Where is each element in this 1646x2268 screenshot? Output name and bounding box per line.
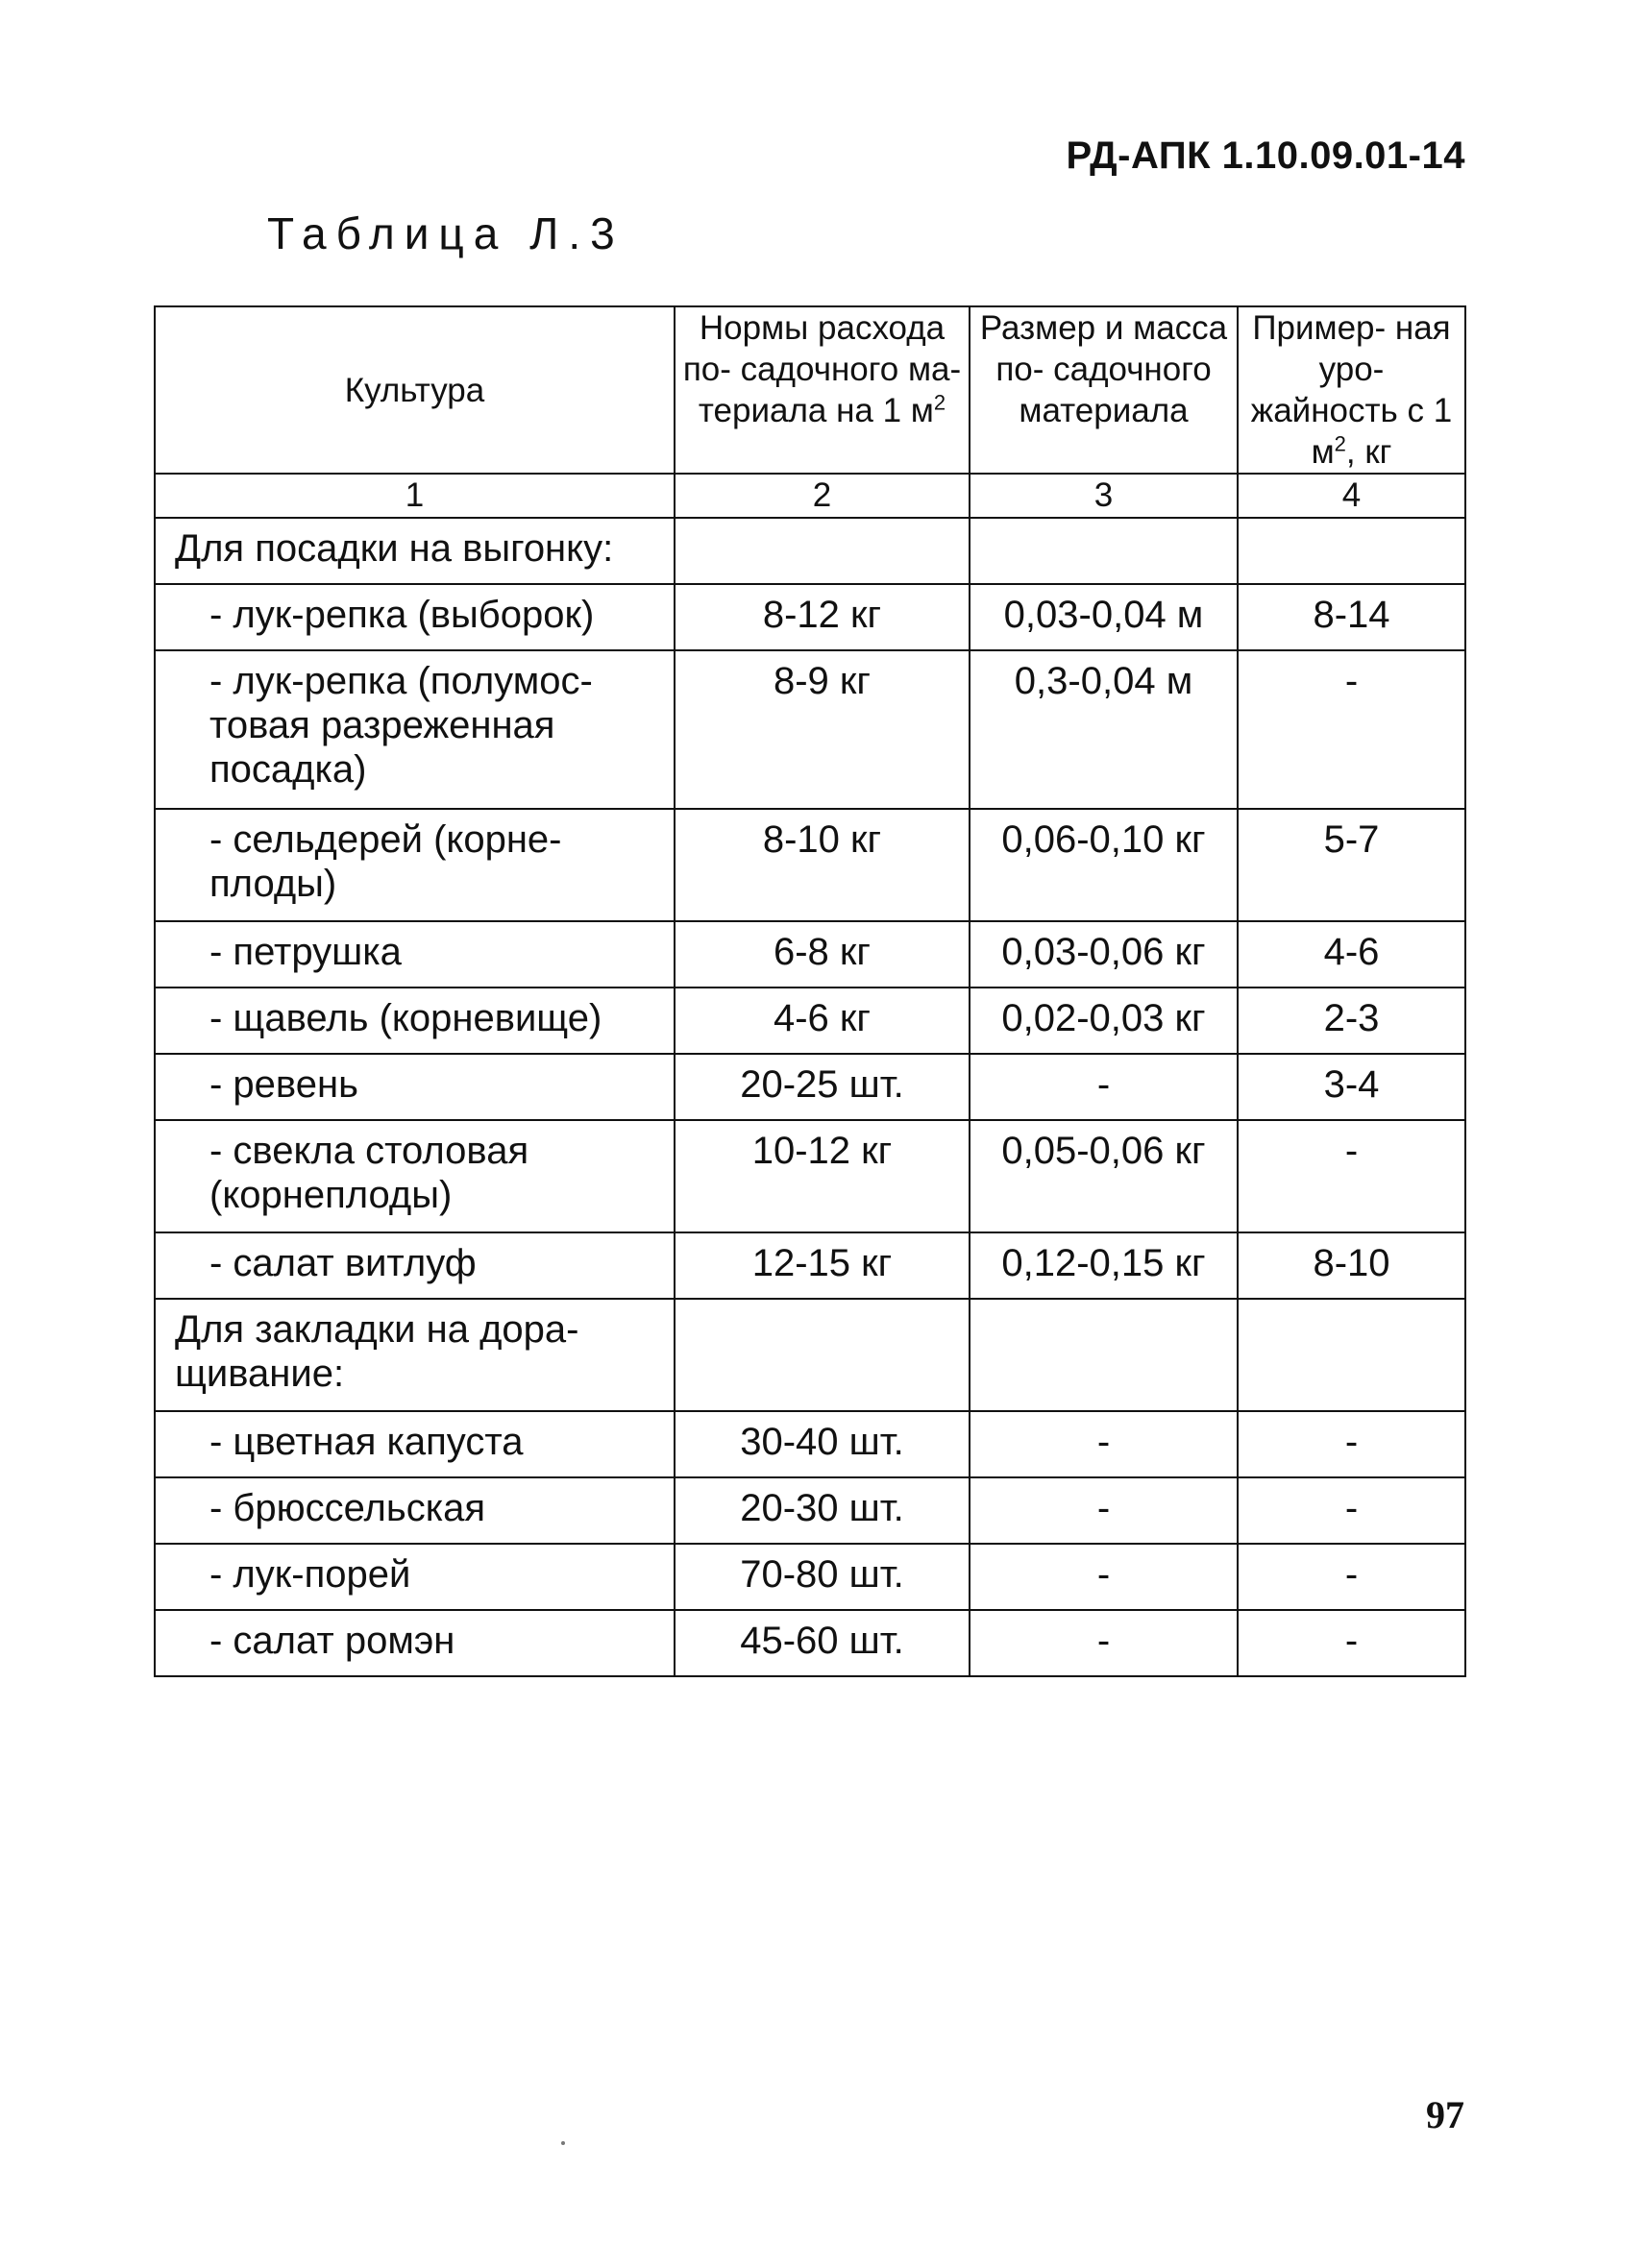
culture-cell: - салат ромэн	[155, 1610, 675, 1676]
size-mass-cell	[970, 518, 1238, 584]
yield-cell: -	[1238, 1477, 1465, 1544]
culture-cell: Для посадки на выгонку:	[155, 518, 675, 584]
planting-norm-cell	[675, 1299, 970, 1411]
column-header-yield: Пример- ная уро- жайность с 1 $м^2$, кг	[1238, 306, 1465, 474]
yield-cell: -	[1238, 1610, 1465, 1676]
size-mass-cell	[970, 1299, 1238, 1411]
yield-cell: -	[1238, 1544, 1465, 1610]
culture-cell: - щавель (корневище)	[155, 988, 675, 1054]
size-mass-cell: 0,3-0,04 м	[970, 650, 1238, 809]
table-row	[155, 1054, 1465, 1120]
planting-norms-table	[154, 305, 1466, 1677]
size-mass-cell: -	[970, 1610, 1238, 1676]
yield-cell: 5-7	[1238, 809, 1465, 921]
column-number: 3	[970, 474, 1238, 518]
table-header-row	[155, 306, 1465, 474]
size-mass-cell: 0,02-0,03 кг	[970, 988, 1238, 1054]
table-row	[155, 584, 1465, 650]
planting-norm-cell: 4-6 кг	[675, 988, 970, 1054]
yield-cell: 8-10	[1238, 1232, 1465, 1299]
column-number-row	[155, 474, 1465, 518]
table-title: Таблица Л.3	[267, 208, 625, 258]
column-header-size-mass: Размер и масса по- садочного материала	[970, 306, 1238, 474]
column-header-planting-norm: Нормы расхода по- садочного ма- териала на 1 $м^2$	[675, 306, 970, 474]
yield-cell: 4-6	[1238, 921, 1465, 988]
size-mass-cell: -	[970, 1477, 1238, 1544]
culture-cell: Для закладки на дора- щивание:	[155, 1299, 675, 1411]
size-mass-cell: 0,03-0,06 кг	[970, 921, 1238, 988]
table-row	[155, 1544, 1465, 1610]
size-mass-cell: 0,05-0,06 кг	[970, 1120, 1238, 1232]
page-number: 97	[1426, 2093, 1464, 2136]
yield-cell: -	[1238, 650, 1465, 809]
culture-cell: - лук-порей	[155, 1544, 675, 1610]
planting-norm-cell: 10-12 кг	[675, 1120, 970, 1232]
column-header-culture: Культура	[155, 306, 675, 474]
planting-norm-cell: 6-8 кг	[675, 921, 970, 988]
culture-cell: - свекла столовая (корнеплоды)	[155, 1120, 675, 1232]
column-number: 4	[1238, 474, 1465, 518]
planting-norm-cell: 30-40 шт.	[675, 1411, 970, 1477]
culture-cell: - лук-репка (полумос- товая разреженная посадка)	[155, 650, 675, 809]
size-mass-cell: 0,06-0,10 кг	[970, 809, 1238, 921]
table-row	[155, 921, 1465, 988]
yield-cell	[1238, 1299, 1465, 1411]
culture-cell: - лук-репка (выборок)	[155, 584, 675, 650]
table-row	[155, 988, 1465, 1054]
table-row	[155, 650, 1465, 809]
scan-speck	[561, 2141, 565, 2145]
yield-cell: -	[1238, 1411, 1465, 1477]
size-mass-cell: -	[970, 1411, 1238, 1477]
culture-cell: - цветная капуста	[155, 1411, 675, 1477]
planting-norm-cell: 45-60 шт.	[675, 1610, 970, 1676]
planting-norm-cell: 20-25 шт.	[675, 1054, 970, 1120]
size-mass-cell: -	[970, 1054, 1238, 1120]
table-row	[155, 1232, 1465, 1299]
planting-norm-cell: 20-30 шт.	[675, 1477, 970, 1544]
size-mass-cell: 0,03-0,04 м	[970, 584, 1238, 650]
yield-cell: -	[1238, 1120, 1465, 1232]
document-code: РД-АПК 1.10.09.01-14	[1066, 134, 1465, 177]
planting-norm-cell: 8-12 кг	[675, 584, 970, 650]
group-row	[155, 1299, 1465, 1411]
column-number: 2	[675, 474, 970, 518]
table-row	[155, 1411, 1465, 1477]
culture-cell: - салат витлуф	[155, 1232, 675, 1299]
planting-norm-cell: 12-15 кг	[675, 1232, 970, 1299]
size-mass-cell: -	[970, 1544, 1238, 1610]
column-number: 1	[155, 474, 675, 518]
table-row	[155, 1120, 1465, 1232]
size-mass-cell: 0,12-0,15 кг	[970, 1232, 1238, 1299]
planting-norm-cell: 8-9 кг	[675, 650, 970, 809]
culture-cell: - петрушка	[155, 921, 675, 988]
culture-cell: - ревень	[155, 1054, 675, 1120]
table-row	[155, 1477, 1465, 1544]
planting-norm-cell: 70-80 шт.	[675, 1544, 970, 1610]
culture-cell: - сельдерей (корне- плоды)	[155, 809, 675, 921]
culture-cell: - брюссельская	[155, 1477, 675, 1544]
yield-cell: 2-3	[1238, 988, 1465, 1054]
group-row	[155, 518, 1465, 584]
table-body	[155, 518, 1465, 1676]
planting-norm-cell	[675, 518, 970, 584]
table-row	[155, 1610, 1465, 1676]
yield-cell: 8-14	[1238, 584, 1465, 650]
planting-norm-cell: 8-10 кг	[675, 809, 970, 921]
yield-cell	[1238, 518, 1465, 584]
yield-cell: 3-4	[1238, 1054, 1465, 1120]
table-row	[155, 809, 1465, 921]
